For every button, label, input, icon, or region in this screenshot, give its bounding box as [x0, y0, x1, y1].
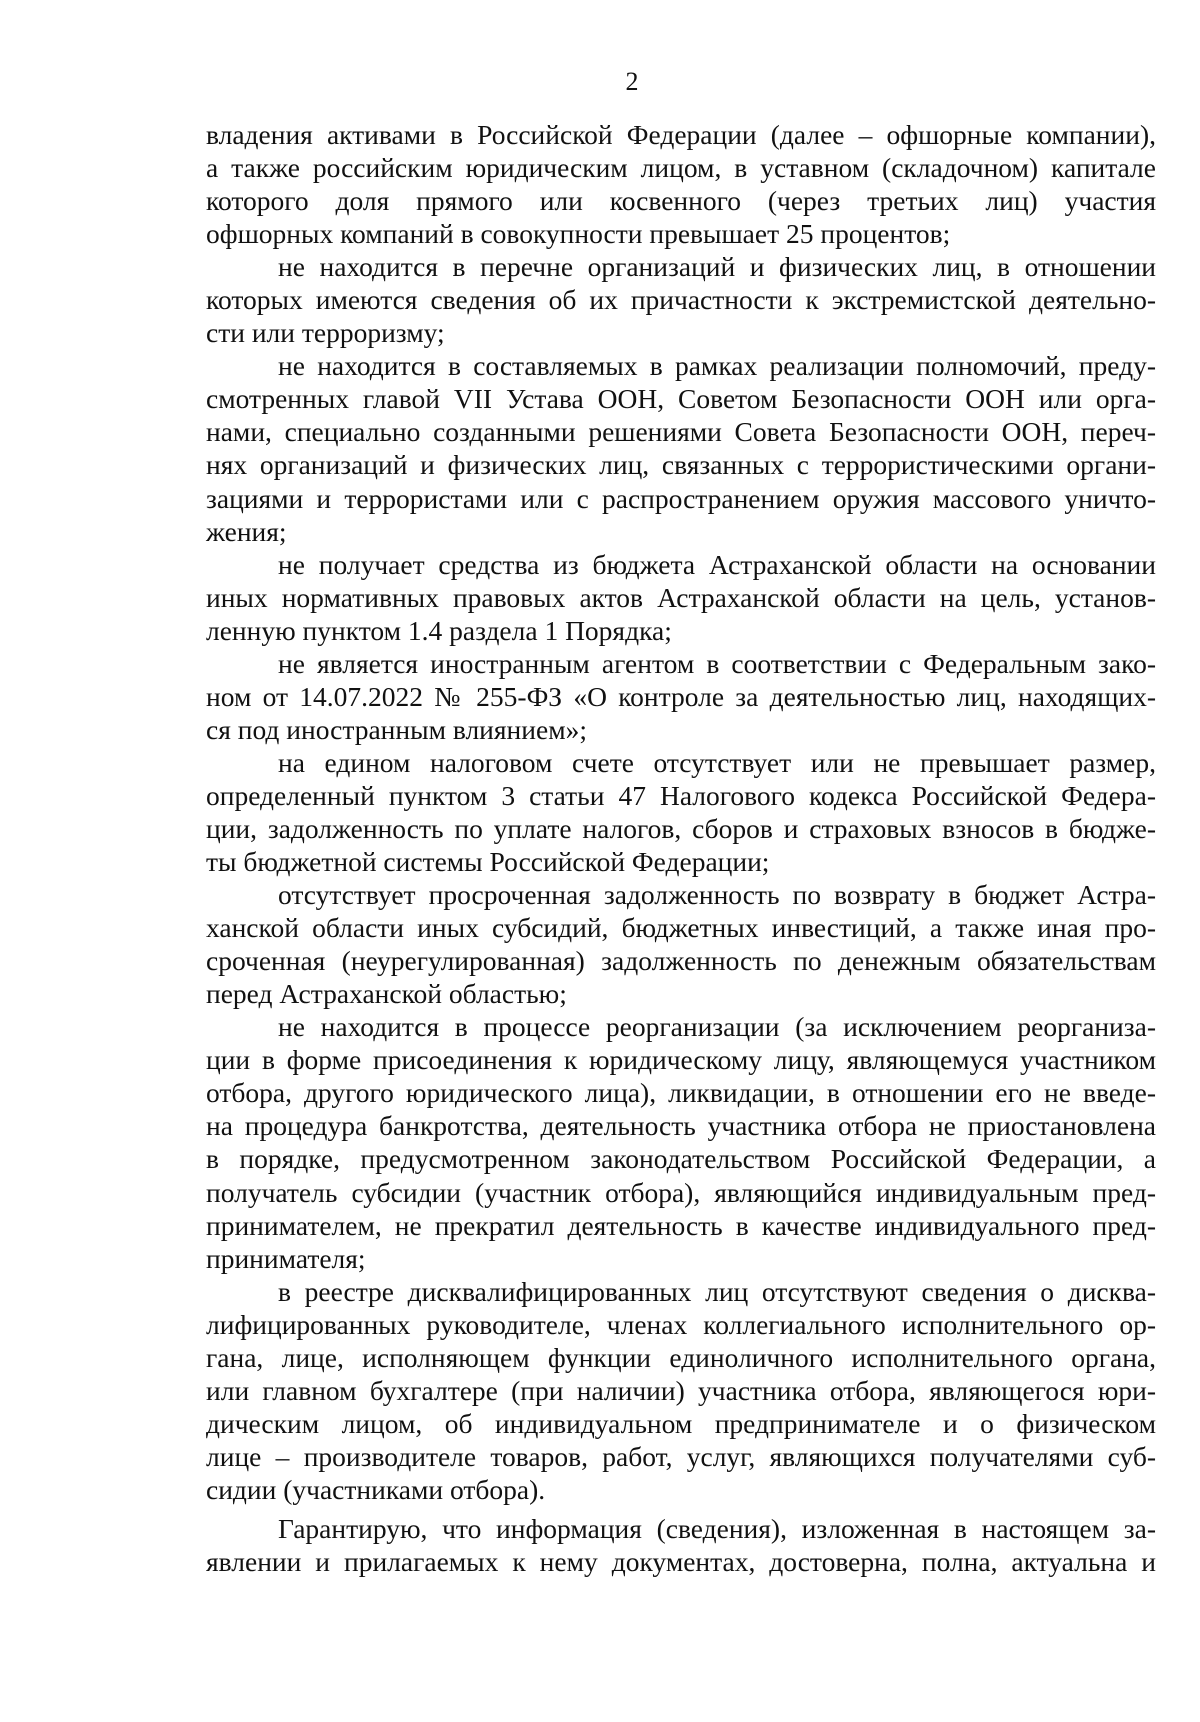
- text-line: Гарантирую, что информация (сведения), изложенная в настоящем за-: [278, 1512, 1156, 1544]
- text-line: ном от 14.07.2022 № 255-ФЗ «О контроле за деятельностью лиц, находящих-: [206, 680, 1156, 712]
- text-line: ханской области иных субсидий, бюджетных инвестиций, а также иная про-: [206, 912, 1156, 944]
- text-line: жения;: [206, 515, 287, 547]
- text-line: ции, задолженность по уплате налогов, сборов и страховых взносов в бюдже-: [206, 812, 1156, 844]
- text-line: лифицированных руководителе, членах коллегиального исполнительного ор-: [206, 1308, 1156, 1340]
- document-body: [206, 118, 1156, 1578]
- text-line: гана, лице, исполняющем функции единоличного исполнительного органа,: [206, 1341, 1156, 1373]
- text-line: а также российским юридическим лицом, в уставном (складочном) капитале: [206, 152, 1156, 184]
- text-line: не находится в составляемых в рамках реализации полномочий, преду-: [278, 350, 1156, 382]
- text-line: дическим лицом, об индивидуальном предпринимателе и о физическом: [206, 1407, 1156, 1439]
- text-line: не является иностранным агентом в соответствии с Федеральным зако-: [278, 647, 1156, 679]
- text-line: на едином налоговом счете отсутствует или не превышает размер,: [278, 746, 1156, 778]
- text-line: иных нормативных правовых актов Астраханской области на цель, установ-: [206, 581, 1156, 613]
- paragraph-extremism: [206, 250, 1156, 349]
- text-line: которых имеются сведения об их причастности к экстремистской деятельно-: [206, 284, 1156, 316]
- text-line: сроченная (неурегулированная) задолженность по денежным обязательствам: [206, 945, 1156, 977]
- text-line: явлении и прилагаемых к нему документах, достоверна, полна, актуальна и: [206, 1546, 1156, 1578]
- text-line: нами, специально созданными решениями Совета Безопасности ООН, переч-: [206, 416, 1156, 448]
- paragraph-un-lists: [206, 349, 1156, 547]
- text-line: смотренных главой VII Устава ООН, Советом Безопасности ООН или орга-: [206, 383, 1156, 415]
- text-line: лице – производителе товаров, работ, услуг, являющихся получателями суб-: [206, 1440, 1156, 1472]
- text-line: ся под иностранным влиянием»;: [206, 713, 587, 745]
- paragraph-budget-funds: [206, 548, 1156, 647]
- text-line: на процедура банкротства, деятельность участника отбора не приостановлена: [206, 1110, 1156, 1142]
- text-line: нях организаций и физических лиц, связанных с террористическими органи-: [206, 449, 1156, 481]
- text-line: перед Астраханской областью;: [206, 978, 567, 1010]
- text-line: не получает средства из бюджета Астраханской области на основании: [278, 548, 1156, 580]
- text-line: определенный пунктом 3 статьи 47 Налогового кодекса Российской Федера-: [206, 779, 1156, 811]
- text-line: сти или терроризму;: [206, 317, 445, 349]
- text-line: отсутствует просроченная задолженность по возврату в бюджет Астра-: [278, 879, 1156, 911]
- text-line: не находится в перечне организаций и физических лиц, в отношении: [278, 251, 1156, 283]
- paragraph-overdue-debt: [206, 878, 1156, 1010]
- text-line: ции в форме присоединения к юридическому лицу, являющемуся участником: [206, 1044, 1156, 1076]
- text-line: ленную пунктом 1.4 раздела 1 Порядка;: [206, 614, 672, 646]
- text-line: зациями и террористами или с распространением оружия массового уничто-: [206, 482, 1156, 514]
- text-line: или главном бухгалтере (при наличии) участника отбора, являющегося юри-: [206, 1374, 1156, 1406]
- paragraph-disqualified-persons: [206, 1275, 1156, 1506]
- text-line: отбора, другого юридического лица), ликвидации, в отношении его не введе-: [206, 1077, 1156, 1109]
- paragraph-offshore-continuation: [206, 118, 1156, 250]
- paragraph-tax-account: [206, 746, 1156, 878]
- text-line: владения активами в Российской Федерации (далее – офшорные компании),: [206, 119, 1156, 150]
- paragraph-foreign-agent: [206, 647, 1156, 746]
- text-line: офшорных компаний в совокупности превышает 25 процентов;: [206, 218, 951, 250]
- text-line: ты бюджетной системы Российской Федерации;: [206, 846, 770, 878]
- text-line: принимателем, не прекратил деятельность в качестве индивидуального пред-: [206, 1209, 1156, 1241]
- paragraph-guarantee: [206, 1512, 1156, 1578]
- text-line: в порядке, предусмотренном законодательством Российской Федерации, а: [206, 1143, 1156, 1175]
- paragraph-reorganization: [206, 1010, 1156, 1274]
- page-number: 2: [625, 67, 639, 96]
- text-line: не находится в процессе реорганизации (за исключением реорганиза-: [278, 1011, 1156, 1043]
- text-line: принимателя;: [206, 1242, 366, 1274]
- text-line: которого доля прямого или косвенного (через третьих лиц) участия: [206, 185, 1156, 217]
- text-line: сидии (участниками отбора).: [206, 1473, 546, 1505]
- text-line: в реестре дисквалифицированных лиц отсутствуют сведения о дисква-: [278, 1275, 1156, 1307]
- text-line: получатель субсидии (участник отбора), являющийся индивидуальным пред-: [206, 1176, 1156, 1208]
